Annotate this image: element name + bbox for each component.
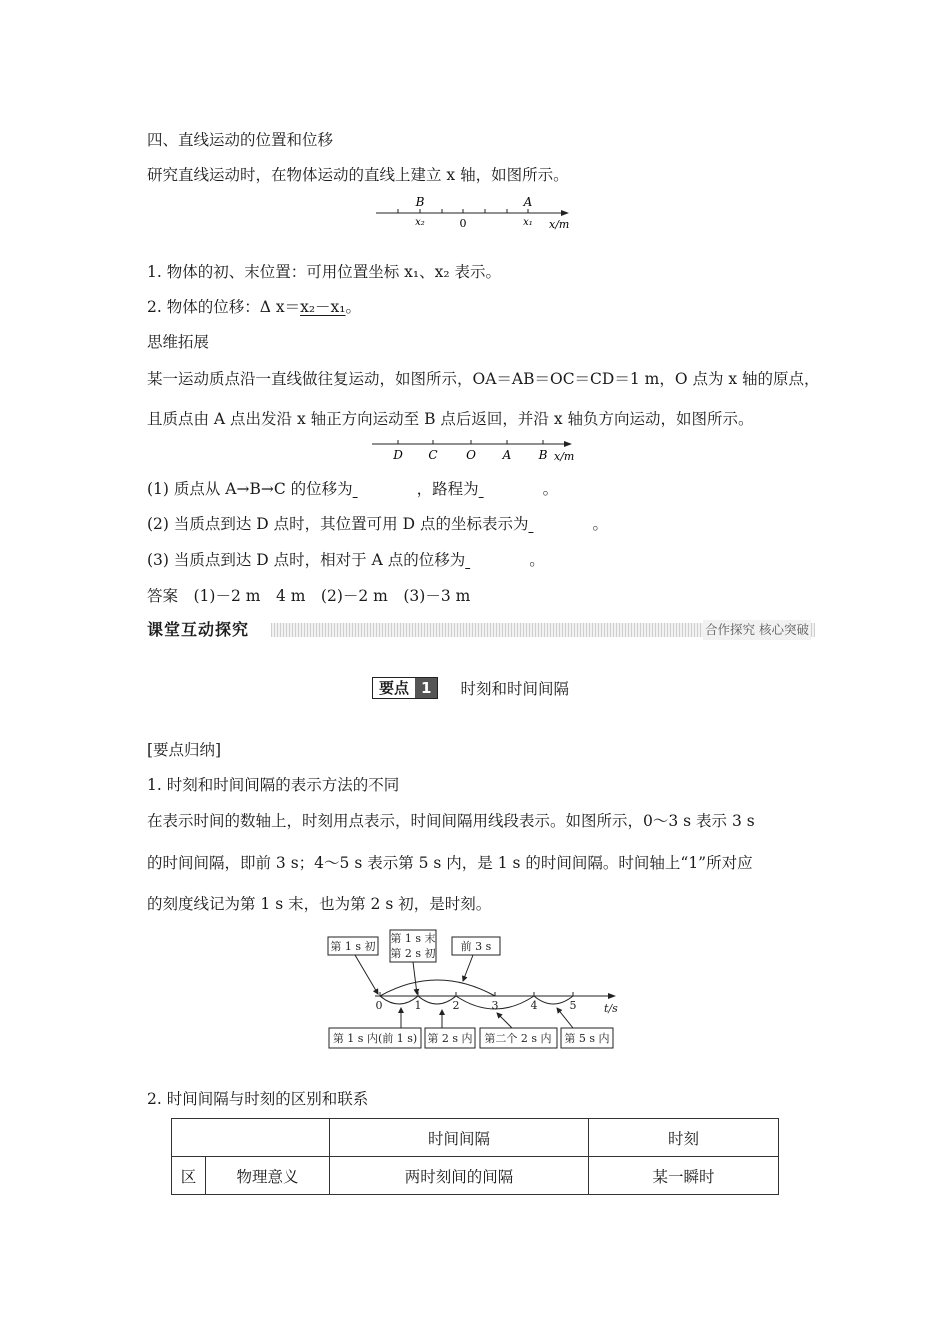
displacement-prefix: 2. 物体的位移：Δ x＝ xyxy=(147,298,301,316)
table-header-blank xyxy=(172,1119,330,1157)
thinking-heading: 思维拓展 xyxy=(147,333,210,351)
summary-tag: [要点归纳] xyxy=(147,741,222,759)
keypoint-title: 时刻和时间间隔 xyxy=(460,680,569,698)
axis2-unit: x/m xyxy=(554,450,575,463)
axis-label-A: A xyxy=(523,195,533,209)
table-header-interval: 时间间隔 xyxy=(330,1119,589,1157)
answer-line: 答案 (1)－2 m 4 m (2)－2 m (3)－3 m xyxy=(147,587,471,605)
point-D: D xyxy=(393,448,403,462)
label-end-1s: 第 1 s 末 xyxy=(390,932,436,945)
label-within-5s: 第 5 s 内 xyxy=(564,1032,610,1045)
q1-text-c: 。 xyxy=(542,480,559,498)
axis-label-x2: x₂ xyxy=(415,217,425,228)
tick-4: 4 xyxy=(530,999,538,1012)
question-2 xyxy=(147,512,608,534)
banner-subtitle: 合作探究 核心突破 xyxy=(703,620,811,640)
keypoint-word: 要点 xyxy=(373,678,415,698)
item-initial-final: 1. 物体的初、末位置：可用位置坐标 x₁、x₂ 表示。 xyxy=(147,263,501,281)
keypoint-heading xyxy=(372,676,569,700)
tick-0: 0 xyxy=(375,999,383,1012)
q2-text-a: (2) 当质点到达 D 点时，其位置可用 D 点的坐标表示为 xyxy=(147,515,529,533)
summary-item-2-title: 2. 时间间隔与时刻的区别和联系 xyxy=(147,1090,369,1108)
section-heading: 四、直线运动的位置和位移 xyxy=(147,131,334,149)
table-group-cell: 区 xyxy=(172,1157,206,1195)
table-header-row xyxy=(172,1119,779,1157)
tick-2: 2 xyxy=(452,999,460,1012)
q2-text-b: 。 xyxy=(592,515,608,533)
thinking-line-1: 某一运动质点沿一直线做往复运动，如图所示，OA＝AB＝OC＝CD＝1 m，O 点为 x 轴的原点， xyxy=(147,370,820,388)
axis-unit: x/m xyxy=(549,218,570,231)
tick-3: 3 xyxy=(491,999,499,1012)
comparison-table xyxy=(171,1118,779,1195)
intro-text: 研究直线运动时，在物体运动的直线上建立 x 轴，如图所示。 xyxy=(147,166,569,184)
table-header-moment: 时刻 xyxy=(589,1119,779,1157)
label-start-1s: 第 1 s 初 xyxy=(330,940,376,953)
q1-blank-displacement xyxy=(353,480,417,498)
label-within-1s: 第 1 s 内(前 1 s) xyxy=(332,1032,418,1045)
axis-label-x1: x₁ xyxy=(523,217,533,228)
position-axis-figure xyxy=(372,193,582,233)
q1-blank-distance xyxy=(479,480,543,498)
summary-paragraph-line-2: 的时间间隔，即前 3 s；4～5 s 表示第 5 s 内，是 1 s 的时间间隔。时间轴上“1”所对应 xyxy=(147,854,753,872)
question-1 xyxy=(147,477,558,499)
table-row xyxy=(172,1157,779,1195)
label-within-2s: 第 2 s 内 xyxy=(427,1032,473,1045)
tick-5: 5 xyxy=(569,999,577,1012)
summary-paragraph-line-1: 在表示时间的数轴上，时刻用点表示，时间间隔用线段表示。如图所示，0～3 s 表示 3 s xyxy=(147,812,755,830)
summary-item-1-title: 1. 时刻和时间间隔的表示方法的不同 xyxy=(147,776,400,794)
q1-text-b: ，路程为 xyxy=(416,480,479,498)
motion-axis-figure xyxy=(370,436,585,464)
displacement-suffix: 。 xyxy=(345,298,362,316)
point-C: C xyxy=(428,448,438,462)
keypoint-number: 1 xyxy=(415,678,437,698)
q3-text-a: (3) 当质点到达 D 点时，相对于 A 点的位移为 xyxy=(147,551,466,569)
q1-text-a: (1) 质点从 A→B→C 的位移为 xyxy=(147,480,353,498)
q3-blank xyxy=(465,551,529,569)
item-displacement xyxy=(147,295,361,317)
label-second-2s: 第二个 2 s 内 xyxy=(484,1032,552,1045)
point-B: B xyxy=(538,448,548,462)
axis-label-B: B xyxy=(415,195,425,209)
table-cell-moment: 某一瞬时 xyxy=(589,1157,779,1195)
summary-paragraph-line-3: 的刻度线记为第 1 s 末，也为第 2 s 初，是时刻。 xyxy=(147,895,492,913)
axis-label-origin: 0 xyxy=(459,217,467,230)
section-banner xyxy=(147,620,815,640)
thinking-line-2: 且质点由 A 点出发沿 x 轴正方向运动至 B 点后返回，并沿 x 轴负方向运动，如图所示。 xyxy=(147,410,754,428)
timeline-figure xyxy=(325,928,625,1053)
q2-blank xyxy=(528,515,592,533)
tick-1: 1 xyxy=(414,999,422,1012)
table-cell-interval: 两时刻间的间隔 xyxy=(330,1157,589,1195)
label-start-2s: 第 2 s 初 xyxy=(390,947,436,960)
time-unit: t/s xyxy=(604,1002,618,1015)
table-row-label: 物理意义 xyxy=(206,1157,330,1195)
label-first-3s: 前 3 s xyxy=(460,940,492,953)
point-A: A xyxy=(502,448,512,462)
question-3 xyxy=(147,548,545,570)
point-O: O xyxy=(466,448,476,462)
displacement-answer: x₂－x₁ xyxy=(300,298,346,316)
banner-title: 课堂互动探究 xyxy=(147,620,253,640)
q3-text-b: 。 xyxy=(529,551,545,569)
keypoint-badge xyxy=(372,677,438,699)
